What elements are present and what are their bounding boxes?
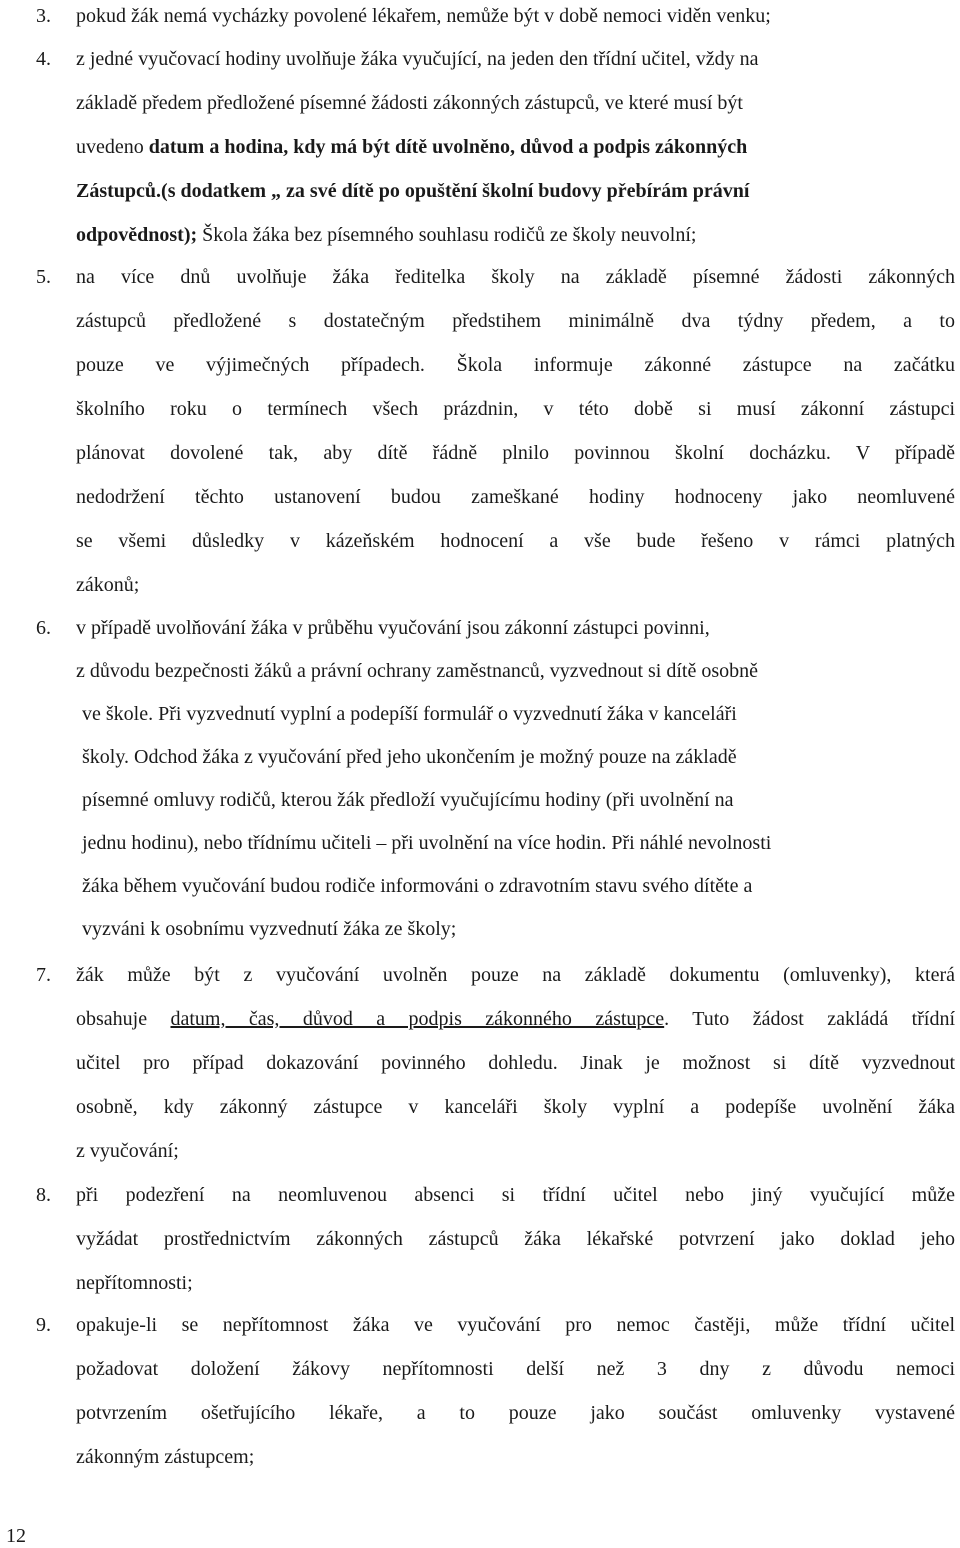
item-line: vyžádat prostřednictvím zákonných zástupců žáka lékařské potvrzení jako doklad jeho <box>76 1228 955 1250</box>
item-line: z vyučování; <box>76 1140 179 1162</box>
item-line: školy. Odchod žáka z vyučování před jeho ukončením je možný pouze na základě <box>82 746 737 768</box>
item-line: školního roku o termínech všech prázdnin, v této době si musí zákonní zástupci <box>76 398 955 420</box>
item-line: žáka během vyučování budou rodiče informováni o zdravotním stavu svého dítěte a <box>82 875 753 897</box>
item-line: zákonů; <box>76 574 140 596</box>
item-number: 3. <box>36 5 51 27</box>
item-line: pokud žák nemá vycházky povolené lékařem, nemůže být v době nemoci viděn venku; <box>76 5 771 27</box>
item-line: na více dnů uvolňuje žáka ředitelka školy na základě písemné žádosti zákonných <box>76 266 955 288</box>
line-text: uvedeno <box>76 136 149 158</box>
item-number: 7. <box>36 964 51 986</box>
item-line: učitel pro případ dokazování povinného dohledu. Jinak je možnost si dítě vyzvednout <box>76 1052 955 1074</box>
item-number: 9. <box>36 1314 51 1336</box>
item-line: jednu hodinu), nebo třídnímu učiteli – při uvolnění na více hodin. Při náhlé nevolnosti <box>82 832 772 854</box>
item-number: 4. <box>36 48 51 70</box>
item-line: v případě uvolňování žáka v průběhu vyučování jsou zákonní zástupci povinni, <box>76 617 710 639</box>
bold-text: Zástupců.(s dodatkem „ za své dítě po opuštění školní budovy přebírám právní <box>76 180 750 202</box>
item-line: vyzváni k osobnímu vyzvednutí žáka ze školy; <box>82 918 457 940</box>
item-line: základě předem předložené písemné žádosti zákonných zástupců, ve které musí být <box>76 92 743 114</box>
item-line: z důvodu bezpečnosti žáků a právní ochrany zaměstnanců, vyzvednout si dítě osobně <box>76 660 759 682</box>
item-line: ve škole. Při vyzvednutí vyplní a podepíší formulář o vyzvednutí žáka v kanceláři <box>82 703 737 725</box>
line-text: obsahuje <box>76 1008 171 1030</box>
line-text: . Tuto žádost zakládá třídní <box>664 1008 955 1030</box>
item-line: potvrzením ošetřujícího lékaře, a to pouze jako součást omluvenky vystavené <box>76 1402 955 1424</box>
item-line <box>76 135 747 159</box>
item-number: 5. <box>36 266 51 288</box>
item-line: požadovat doložení žákovy nepřítomnosti delší než 3 dny z důvodu nemoci <box>76 1358 955 1380</box>
line-text: Škola žáka bez písemného souhlasu rodičů ze školy neuvolní; <box>197 224 697 246</box>
item-line: plánovat dovolené tak, aby dítě řádně plnilo povinnou školní docházku. V případě <box>76 442 955 464</box>
item-line: nepřítomnosti; <box>76 1272 193 1294</box>
item-number: 6. <box>36 617 51 639</box>
item-line <box>76 179 749 203</box>
item-line: nedodržení těchto ustanovení budou zameškané hodiny hodnoceny jako neomluvené <box>76 486 955 508</box>
item-line: opakuje-li se nepřítomnost žáka ve vyučování pro nemoc častěji, může třídní učitel <box>76 1314 955 1336</box>
item-line: zástupců předložené s dostatečným předstihem minimálně dva týdny předem, a to <box>76 310 955 332</box>
item-line: písemné omluvy rodičů, kterou žák předloží vyučujícímu hodiny (při uvolnění na <box>82 789 734 811</box>
bold-text: odpovědnost); <box>76 224 198 246</box>
item-line <box>76 223 696 247</box>
item-line <box>76 1007 955 1031</box>
item-number: 8. <box>36 1184 51 1206</box>
underlined-text: datum, čas, důvod a podpis zákonného zástupce <box>170 1008 665 1030</box>
item-line: žák může být z vyučování uvolněn pouze na základě dokumentu (omluvenky), která <box>76 964 955 986</box>
page-number: 12 <box>6 1525 26 1547</box>
item-line: při podezření na neomluvenou absenci si třídní učitel nebo jiný vyučující může <box>76 1184 955 1206</box>
bold-text: datum a hodina, kdy má být dítě uvolněno, důvod a podpis zákonných <box>148 136 748 158</box>
item-line: z jedné vyučovací hodiny uvolňuje žáka vyučující, na jeden den třídní učitel, vždy na <box>76 48 759 70</box>
item-line: zákonným zástupcem; <box>76 1446 255 1468</box>
item-line: osobně, kdy zákonný zástupce v kanceláři školy vyplní a podepíše uvolnění žáka <box>76 1096 955 1118</box>
item-line: se všemi důsledky v kázeňském hodnocení a vše bude řešeno v rámci platných <box>76 530 955 552</box>
item-line: pouze ve výjimečných případech. Škola informuje zákonné zástupce na začátku <box>76 354 955 376</box>
